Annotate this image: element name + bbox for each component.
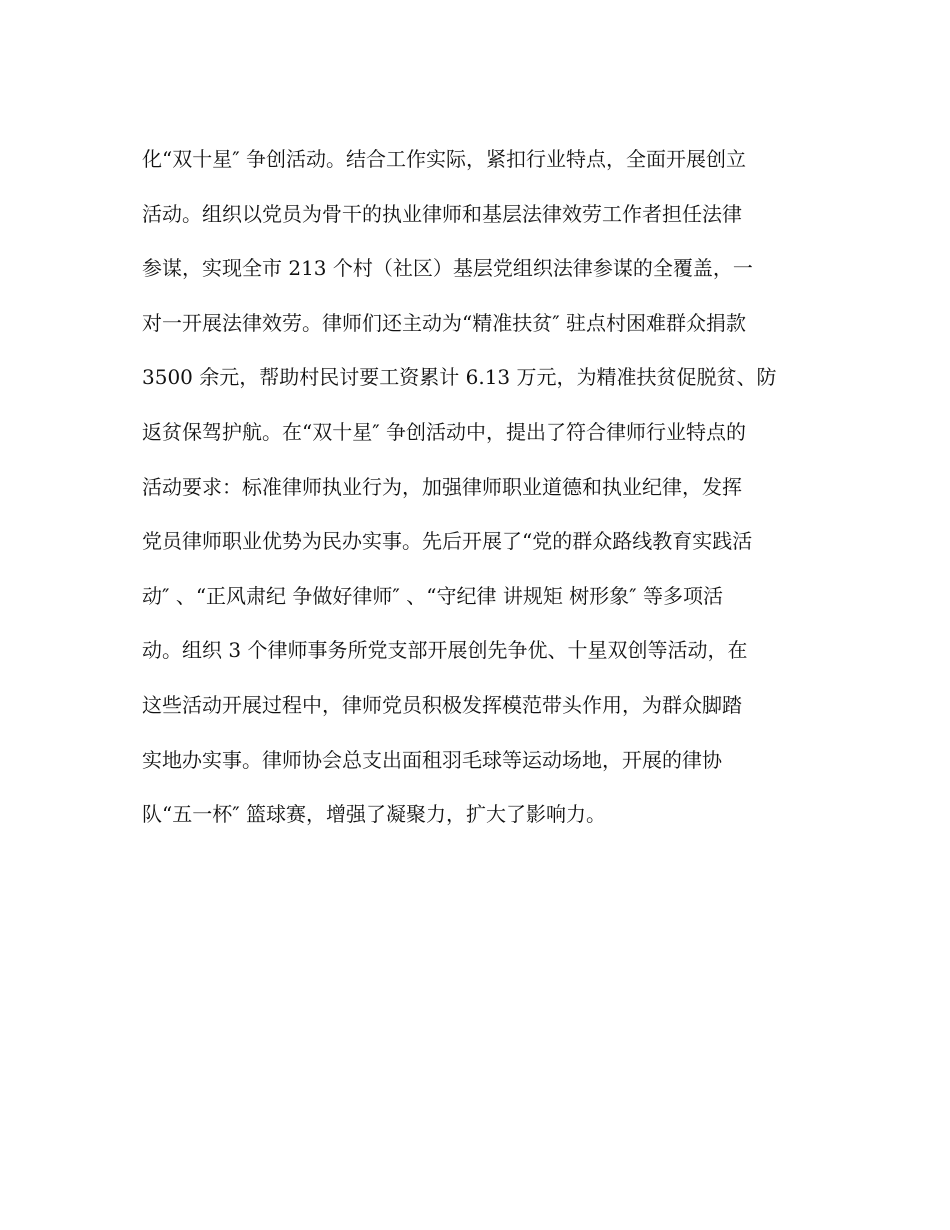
text-line: 化“双十星″ 争创活动。结合工作实际，紧扣行业特点，全面开展创立 [142, 147, 747, 171]
text-line: 这些活动开展过程中，律师党员积极发挥模范带头作用，为群众脚踏 [142, 692, 742, 717]
text-line: 活动要求：标准律师执业行为，加强律师职业道德和执业纪律，发挥 [142, 474, 742, 499]
text-line: 队“五一杯″ 篮球赛，增强了凝聚力，扩大了影响力。 [142, 802, 607, 827]
document-body [142, 132, 812, 842]
text-line: 参谋，实现全市 213 个村（社区）基层党组织法律参谋的全覆盖，一 [142, 256, 753, 281]
text-line: 对一开展法律效劳。律师们还主动为“精准扶贫″ 驻点村困难群众捐款 [142, 310, 747, 335]
text-line: 活动。组织以党员为骨干的执业律师和基层法律效劳工作者担任法律 [142, 201, 742, 226]
text-line: 动″ 、“正风肃纪 争做好律师″ 、“守纪律 讲规矩 树形象″ 等多项活 [142, 583, 724, 608]
text-line: 实地办实事。律师协会总支出面租羽毛球等运动场地，开展的律协 [142, 747, 722, 772]
text-line: 3500 余元，帮助村民讨要工资累计 6.13 万元，为精准扶贫促脱贫、防 [142, 365, 777, 390]
text-line: 返贫保驾护航。在“双十星″ 争创活动中，提出了符合律师行业特点的 [142, 419, 747, 444]
text-line: 党员律师职业优势为民办实事。先后开展了“党的群众路线教育实践活 [142, 529, 753, 554]
text-line: 动。组织 3 个律师事务所党支部开展创先争优、十星双创等活动，在 [142, 638, 748, 663]
